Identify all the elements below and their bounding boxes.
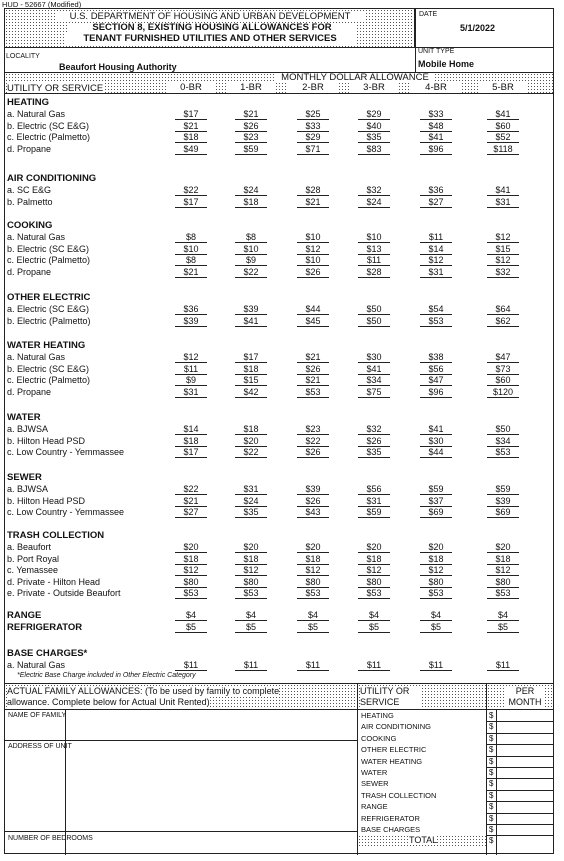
amount-field[interactable] xyxy=(496,824,552,835)
allowance-value: $39 xyxy=(487,496,519,507)
allowance-value: $5 xyxy=(175,622,207,633)
allowance-value: $27 xyxy=(420,197,452,208)
section-title: OTHER ELECTRIC xyxy=(7,292,91,303)
bottom-utility-label: UTILITY OR SERVICE xyxy=(360,686,420,708)
allowance-value: $9 xyxy=(175,375,207,386)
dollar-sign: $ xyxy=(489,711,494,720)
allowance-value: $12 xyxy=(235,565,267,576)
allowance-value: $30 xyxy=(358,352,390,363)
column-header-4-br: 4-BR xyxy=(411,83,461,93)
total-field[interactable] xyxy=(496,835,552,847)
allowance-value: $22 xyxy=(235,447,267,458)
amount-field[interactable] xyxy=(496,790,552,801)
allowance-value: $41 xyxy=(487,185,519,196)
section-title: WATER xyxy=(7,412,41,423)
row-label: b. Port Royal xyxy=(7,553,60,564)
row-label: b. Palmetto xyxy=(7,196,53,207)
allowance-value: $38 xyxy=(420,352,452,363)
allowance-value: $96 xyxy=(420,144,452,155)
amount-field[interactable] xyxy=(496,813,552,824)
allowance-value: $69 xyxy=(420,507,452,518)
allowance-value: $12 xyxy=(297,244,329,255)
allowance-value: $31 xyxy=(175,387,207,398)
row-label: e. Private - Outside Beaufort xyxy=(7,588,121,598)
allowance-value: $59 xyxy=(487,484,519,495)
number-of-bedrooms-field[interactable] xyxy=(125,831,356,853)
amount-field[interactable] xyxy=(496,801,552,812)
bottom-utility-item: RANGE xyxy=(361,802,388,812)
allowance-value: $26 xyxy=(235,121,267,132)
allowance-value: $20 xyxy=(175,542,207,553)
allowance-value: $41 xyxy=(235,316,267,327)
allowance-value: $30 xyxy=(420,436,452,447)
name-of-family-label: NAME OF FAMILY xyxy=(8,712,67,719)
allowance-value: $11 xyxy=(487,660,519,671)
allowance-value: $52 xyxy=(487,132,519,143)
allowance-value: $44 xyxy=(297,304,329,315)
allowance-value: $12 xyxy=(420,255,452,266)
allowance-value: $42 xyxy=(235,387,267,398)
allowance-value: $36 xyxy=(175,304,207,315)
row-label: a. Beaufort xyxy=(7,542,52,552)
row-label: a. BJWSA xyxy=(7,484,49,494)
monthly-allowance-label: MONTHLY DOLLAR ALLOWANCE xyxy=(275,73,435,83)
allowance-value: $12 xyxy=(175,565,207,576)
allowance-value: $12 xyxy=(420,565,452,576)
locality-value: Beaufort Housing Authority xyxy=(59,62,177,72)
unit-type-label: UNIT TYPE xyxy=(418,48,455,55)
allowance-value: $32 xyxy=(487,267,519,278)
allowance-value: $34 xyxy=(487,436,519,447)
allowance-value: $11 xyxy=(297,660,329,671)
allowance-value: $12 xyxy=(487,232,519,243)
row-label: d. Propane xyxy=(7,266,52,277)
allowance-value: $4 xyxy=(358,610,390,621)
allowance-value: $56 xyxy=(420,364,452,375)
allowance-value: $29 xyxy=(358,109,390,120)
allowance-value: $21 xyxy=(297,197,329,208)
footnote: *Electric Base Charge included in Other Electric Category xyxy=(17,672,196,679)
row-label: d. Propane xyxy=(7,386,52,397)
allowance-value: $12 xyxy=(175,352,207,363)
allowance-value: $26 xyxy=(358,436,390,447)
allowance-value: $83 xyxy=(358,144,390,155)
row-label: RANGE xyxy=(7,610,42,621)
allowance-value: $32 xyxy=(358,185,390,196)
allowance-value: $33 xyxy=(420,109,452,120)
bottom-utility-item: BASE CHARGES xyxy=(361,825,421,834)
allowance-value: $80 xyxy=(297,577,329,588)
allowance-value: $26 xyxy=(297,447,329,458)
allowance-value: $22 xyxy=(175,185,207,196)
row-label: a. Electric (SC E&G) xyxy=(7,304,90,314)
section-title: AIR CONDITIONING xyxy=(7,173,97,184)
allowance-value: $11 xyxy=(420,232,452,243)
allowance-value: $11 xyxy=(175,660,207,671)
allowance-value: $31 xyxy=(235,484,267,495)
total-label: TOTAL xyxy=(409,835,438,846)
dollar-sign: $ xyxy=(489,825,494,834)
allowance-value: $15 xyxy=(487,244,519,255)
allowance-form xyxy=(4,8,554,854)
allowance-value: $21 xyxy=(175,496,207,507)
allowance-value: $80 xyxy=(487,577,519,588)
allowance-value: $24 xyxy=(358,197,390,208)
row-label: d. Private - Hilton Head xyxy=(7,576,101,587)
allowance-value: $20 xyxy=(235,542,267,553)
allowance-value: $5 xyxy=(420,622,452,633)
section-title: COOKING xyxy=(7,220,53,231)
allowance-value: $32 xyxy=(358,424,390,435)
allowance-value: $69 xyxy=(487,507,519,518)
allowance-value: $8 xyxy=(175,232,207,243)
allowance-value: $62 xyxy=(487,316,519,327)
allowance-value: $59 xyxy=(235,144,267,155)
amount-field[interactable] xyxy=(496,778,552,789)
allowance-value: $27 xyxy=(175,507,207,518)
dollar-sign: $ xyxy=(489,790,494,800)
dollar-sign: $ xyxy=(489,779,494,789)
allowance-value: $14 xyxy=(420,244,452,255)
allowance-value: $39 xyxy=(297,484,329,495)
address-of-unit-field[interactable] xyxy=(5,752,356,830)
allowance-value: $35 xyxy=(358,447,390,458)
agency-name: U.S. DEPARTMENT OF HOUSING AND URBAN DEVELOPMENT xyxy=(55,12,365,22)
allowance-value: $4 xyxy=(175,610,207,621)
allowance-value: $10 xyxy=(297,232,329,243)
allowance-value: $41 xyxy=(420,424,452,435)
allowance-value: $23 xyxy=(235,132,267,143)
allowance-value: $56 xyxy=(358,484,390,495)
row-label: b. Hilton Head PSD xyxy=(7,435,86,446)
column-header-0-br: 0-BR xyxy=(166,83,216,93)
bottom-utility-item: COOKING xyxy=(361,733,397,743)
form-title-line-2: TENANT FURNISHED UTILITIES AND OTHER SERVICES xyxy=(65,34,355,44)
allowance-value: $18 xyxy=(235,197,267,208)
allowance-value: $35 xyxy=(235,507,267,518)
allowance-value: $33 xyxy=(297,121,329,132)
section-title: WATER HEATING xyxy=(7,340,86,351)
allowance-value: $60 xyxy=(487,375,519,386)
allowance-value: $17 xyxy=(175,197,207,208)
allowance-value: $80 xyxy=(420,577,452,588)
allowance-value: $11 xyxy=(175,364,207,375)
allowance-value: $24 xyxy=(235,496,267,507)
allowance-value: $53 xyxy=(175,588,207,599)
allowance-value: $120 xyxy=(487,387,519,398)
unit-type-value: Mobile Home xyxy=(418,59,475,69)
allowance-value: $21 xyxy=(297,375,329,386)
allowance-value: $34 xyxy=(358,375,390,386)
bottom-utility-item: AIR CONDITIONING xyxy=(361,722,432,732)
allowance-value: $9 xyxy=(235,255,267,266)
allowance-value: $18 xyxy=(235,424,267,435)
allowance-value: $71 xyxy=(297,144,329,155)
section-title: BASE CHARGES* xyxy=(7,648,88,659)
dollar-sign: $ xyxy=(489,733,494,743)
allowance-value: $10 xyxy=(175,244,207,255)
allowance-value: $26 xyxy=(297,496,329,507)
allowance-value: $18 xyxy=(358,554,390,565)
allowance-value: $47 xyxy=(420,375,452,386)
allowance-value: $50 xyxy=(358,304,390,315)
bottom-utility-item: HEATING xyxy=(361,711,394,720)
allowance-value: $28 xyxy=(358,267,390,278)
allowance-value: $53 xyxy=(297,387,329,398)
row-label: c. Low Country - Yemmassee xyxy=(7,447,125,457)
form-number: HUD - 52667 (Modified) xyxy=(2,0,82,9)
allowance-value: $8 xyxy=(235,232,267,243)
actual-allowance-text: ACTUAL FAMILY ALLOWANCES: (To be used by family to complete allowance. Complete below for Actual Unit Rented) xyxy=(7,686,280,707)
allowance-value: $10 xyxy=(358,232,390,243)
allowance-value: $118 xyxy=(487,144,519,155)
allowance-value: $4 xyxy=(235,610,267,621)
allowance-value: $18 xyxy=(420,554,452,565)
allowance-value: $49 xyxy=(175,144,207,155)
allowance-value: $12 xyxy=(358,565,390,576)
allowance-value: $45 xyxy=(297,316,329,327)
row-label: b. Electric (SC E&G) xyxy=(7,363,90,374)
allowance-value: $96 xyxy=(420,387,452,398)
amount-field[interactable] xyxy=(496,721,552,732)
allowance-value: $31 xyxy=(358,496,390,507)
locality-label: LOCALITY xyxy=(6,53,40,60)
amount-field[interactable] xyxy=(496,744,552,755)
row-label: c. Low Country - Yemmassee xyxy=(7,507,125,517)
allowance-value: $18 xyxy=(175,436,207,447)
allowance-value: $18 xyxy=(175,132,207,143)
row-label: b. Electric (Palmetto) xyxy=(7,315,91,326)
allowance-value: $5 xyxy=(358,622,390,633)
allowance-value: $5 xyxy=(487,622,519,633)
dollar-sign: $ xyxy=(489,768,494,777)
allowance-value: $25 xyxy=(297,109,329,120)
allowance-value: $18 xyxy=(487,554,519,565)
date-label: DATE xyxy=(419,11,438,18)
number-of-bedrooms-label: NUMBER OF BEDROOMS xyxy=(8,835,93,842)
allowance-value: $18 xyxy=(175,554,207,565)
utility-header: UTILITY OR SERVICE xyxy=(7,83,104,94)
bottom-utility-item: REFRIGERATOR xyxy=(361,813,420,823)
allowance-value: $14 xyxy=(175,424,207,435)
allowance-value: $5 xyxy=(297,622,329,633)
allowance-value: $26 xyxy=(297,364,329,375)
allowance-value: $73 xyxy=(487,364,519,375)
allowance-value: $75 xyxy=(358,387,390,398)
allowance-value: $41 xyxy=(420,132,452,143)
section-title: SEWER xyxy=(7,472,42,483)
allowance-value: $20 xyxy=(358,542,390,553)
row-label: c. Electric (Palmetto) xyxy=(7,375,91,385)
allowance-value: $4 xyxy=(297,610,329,621)
row-label: c. Electric (Palmetto) xyxy=(7,132,91,142)
allowance-value: $20 xyxy=(235,436,267,447)
allowance-value: $53 xyxy=(420,588,452,599)
allowance-value: $64 xyxy=(487,304,519,315)
allowance-value: $41 xyxy=(358,364,390,375)
allowance-value: $44 xyxy=(420,447,452,458)
allowance-value: $53 xyxy=(297,588,329,599)
allowance-value: $53 xyxy=(235,588,267,599)
row-label: b. Hilton Head PSD xyxy=(7,495,86,506)
allowance-value: $18 xyxy=(297,554,329,565)
row-label: a. BJWSA xyxy=(7,424,49,434)
amount-field[interactable] xyxy=(496,767,552,778)
allowance-value: $23 xyxy=(297,424,329,435)
date-value: 5/1/2022 xyxy=(460,23,496,33)
allowance-value: $11 xyxy=(358,660,390,671)
row-label: a. SC E&G xyxy=(7,185,52,195)
allowance-value: $17 xyxy=(235,352,267,363)
allowance-value: $21 xyxy=(235,109,267,120)
allowance-value: $22 xyxy=(235,267,267,278)
column-header-5-br: 5-BR xyxy=(478,83,528,93)
row-label: a. Natural Gas xyxy=(7,352,66,362)
allowance-value: $11 xyxy=(358,255,390,266)
allowance-value: $17 xyxy=(175,109,207,120)
allowance-value: $26 xyxy=(297,267,329,278)
bottom-utility-item: SEWER xyxy=(361,779,389,789)
allowance-value: $12 xyxy=(297,565,329,576)
allowance-value: $50 xyxy=(358,316,390,327)
allowance-value: $59 xyxy=(358,507,390,518)
per-month-label: PER MONTH xyxy=(505,686,545,708)
row-label: a. Natural Gas xyxy=(7,109,66,119)
total-dollar-sign: $ xyxy=(489,836,494,846)
column-header-1-br: 1-BR xyxy=(226,83,276,93)
allowance-value: $53 xyxy=(487,447,519,458)
row-label: b. Electric (SC E&G) xyxy=(7,243,90,254)
allowance-value: $21 xyxy=(175,267,207,278)
allowance-value: $54 xyxy=(420,304,452,315)
allowance-value: $53 xyxy=(420,316,452,327)
allowance-value: $13 xyxy=(358,244,390,255)
allowance-value: $37 xyxy=(420,496,452,507)
row-label: a. Natural Gas xyxy=(7,232,66,242)
amount-field[interactable] xyxy=(496,756,552,767)
dollar-sign: $ xyxy=(489,745,494,755)
allowance-value: $21 xyxy=(297,352,329,363)
bottom-utility-item: OTHER ELECTRIC xyxy=(361,745,427,755)
dollar-sign: $ xyxy=(489,813,494,823)
allowance-value: $22 xyxy=(175,484,207,495)
allowance-value: $39 xyxy=(235,304,267,315)
allowance-value: $10 xyxy=(297,255,329,266)
address-of-unit-label: ADDRESS OF UNIT xyxy=(8,743,72,750)
allowance-value: $53 xyxy=(358,588,390,599)
allowance-value: $12 xyxy=(487,255,519,266)
dollar-sign: $ xyxy=(489,722,494,732)
allowance-value: $4 xyxy=(420,610,452,621)
allowance-value: $43 xyxy=(297,507,329,518)
row-label: REFRIGERATOR xyxy=(7,621,83,633)
form-title-line-1: SECTION 8, EXISTING HOUSING ALLOWANCES FOR xyxy=(67,23,357,33)
allowance-value: $22 xyxy=(297,436,329,447)
section-title: TRASH COLLECTION xyxy=(7,530,105,541)
allowance-value: $80 xyxy=(175,577,207,588)
allowance-value: $8 xyxy=(175,255,207,266)
allowance-value: $53 xyxy=(487,588,519,599)
allowance-value: $5 xyxy=(235,622,267,633)
allowance-value: $40 xyxy=(358,121,390,132)
allowance-value: $10 xyxy=(235,244,267,255)
allowance-value: $18 xyxy=(235,364,267,375)
allowance-value: $35 xyxy=(358,132,390,143)
row-label: a. Natural Gas xyxy=(7,660,66,670)
allowance-value: $28 xyxy=(297,185,329,196)
allowance-value: $11 xyxy=(235,660,267,671)
allowance-value: $20 xyxy=(487,542,519,553)
bottom-utility-item: WATER xyxy=(361,768,388,777)
column-header-2-br: 2-BR xyxy=(288,83,338,93)
allowance-value: $60 xyxy=(487,121,519,132)
row-label: c. Yemassee xyxy=(7,565,59,575)
row-label: d. Propane xyxy=(7,143,52,154)
allowance-value: $39 xyxy=(175,316,207,327)
section-title: HEATING xyxy=(7,97,50,108)
allowance-value: $15 xyxy=(235,375,267,386)
name-of-family-field[interactable] xyxy=(5,721,356,740)
bottom-utility-item: TRASH COLLECTION xyxy=(361,790,437,800)
allowance-value: $31 xyxy=(487,197,519,208)
allowance-value: $59 xyxy=(420,484,452,495)
allowance-value: $24 xyxy=(235,185,267,196)
allowance-value: $80 xyxy=(235,577,267,588)
actual-allowance-title xyxy=(7,686,307,708)
amount-field[interactable] xyxy=(496,733,552,744)
allowance-value: $29 xyxy=(297,132,329,143)
amount-field[interactable] xyxy=(496,710,552,721)
allowance-value: $80 xyxy=(358,577,390,588)
allowance-value: $50 xyxy=(487,424,519,435)
allowance-value: $4 xyxy=(487,610,519,621)
row-label: b. Electric (SC E&G) xyxy=(7,120,90,131)
allowance-value: $31 xyxy=(420,267,452,278)
column-header-3-br: 3-BR xyxy=(349,83,399,93)
dollar-sign: $ xyxy=(489,802,494,812)
allowance-value: $20 xyxy=(420,542,452,553)
allowance-value: $11 xyxy=(420,660,452,671)
allowance-value: $48 xyxy=(420,121,452,132)
allowance-value: $47 xyxy=(487,352,519,363)
bottom-utility-item: WATER HEATING xyxy=(361,756,423,766)
allowance-value: $20 xyxy=(297,542,329,553)
allowance-value: $41 xyxy=(487,109,519,120)
row-label: c. Electric (Palmetto) xyxy=(7,255,91,265)
allowance-value: $17 xyxy=(175,447,207,458)
allowance-value: $21 xyxy=(175,121,207,132)
allowance-value: $12 xyxy=(487,565,519,576)
allowance-value: $36 xyxy=(420,185,452,196)
allowance-value: $18 xyxy=(235,554,267,565)
dollar-sign: $ xyxy=(489,756,494,766)
